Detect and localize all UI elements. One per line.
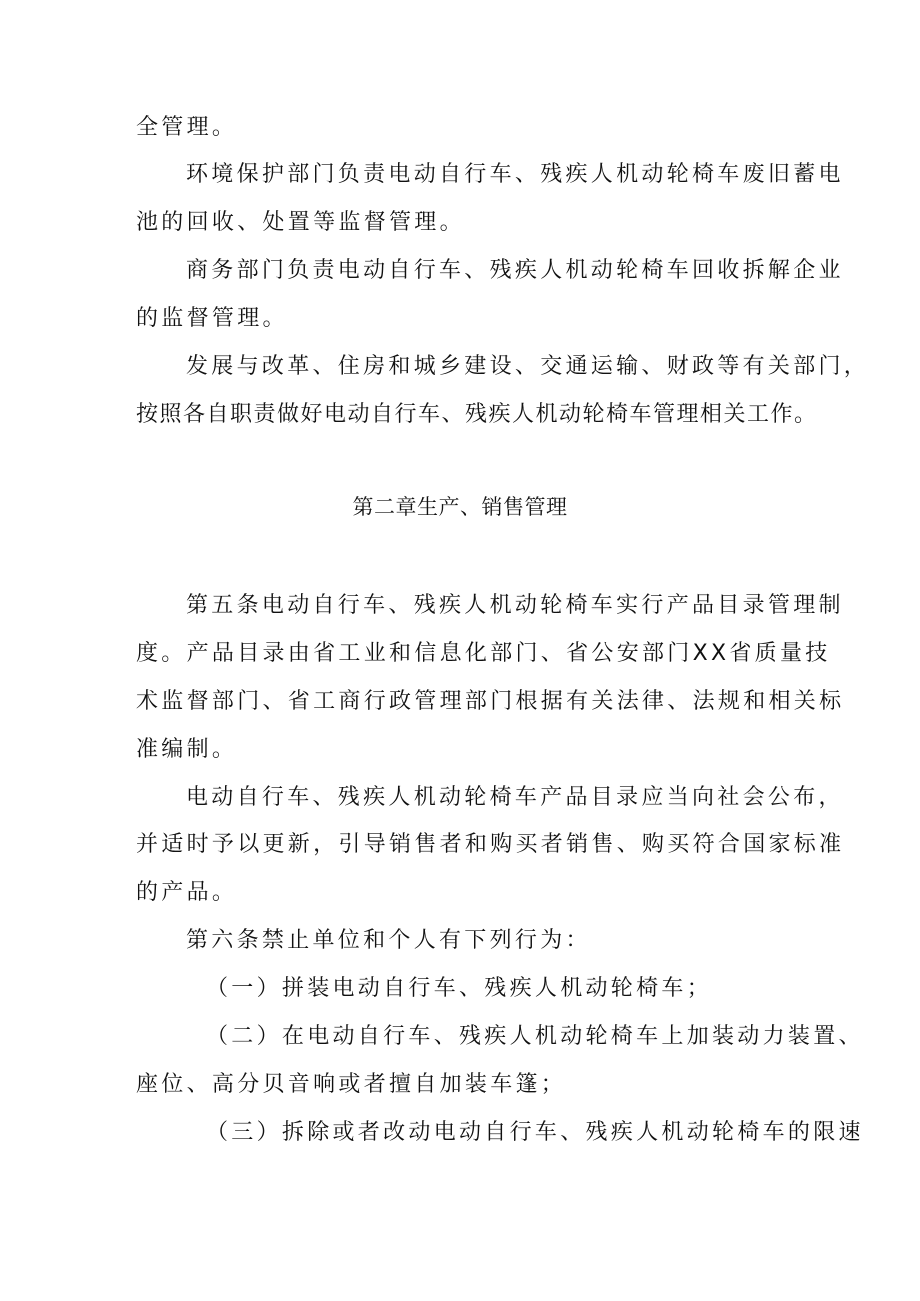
text-line: 按照各自职责做好电动自行车、残疾人机动轮椅车管理相关工作。 — [136, 402, 818, 427]
text-line: 术监督部门、省工商行政管理部门根据有关法律、法规和相关标 — [136, 689, 845, 714]
list-item: （一）拼装电动自行车、残疾人机动轮椅车； — [206, 976, 713, 1001]
chapter-heading: 第二章生产、销售管理 — [352, 495, 568, 519]
text-line: 商务部门负责电动自行车、残疾人机动轮椅车回收拆解企业 — [186, 258, 844, 283]
text-line: 第六条禁止单位和个人有下列行为： — [186, 928, 591, 953]
text-line: 准编制。 — [136, 737, 238, 762]
text-line: 第五条电动自行车、残疾人机动轮椅车实行产品目录管理制 — [186, 593, 844, 618]
text-line: 度。产品目录由省工业和信息化部门、省公安部门XX省质量技 — [136, 641, 831, 666]
list-item: （三）拆除或者改动电动自行车、残疾人机动轮椅车的限速 — [206, 1120, 864, 1145]
text-line: 环境保护部门负责电动自行车、残疾人机动轮椅车废旧蓄电 — [186, 162, 844, 187]
text-line: 发展与改革、住房和城乡建设、交通运输、财政等有关部门， — [186, 354, 870, 379]
text-line: 的监督管理。 — [136, 306, 288, 331]
text-line: 全管理。 — [136, 115, 238, 140]
text-line: 并适时予以更新，引导销售者和购买者销售、购买符合国家标准 — [136, 832, 845, 857]
text-line: 座位、高分贝音响或者擅自加装车篷； — [136, 1072, 567, 1097]
text-line: 池的回收、处置等监督管理。 — [136, 210, 465, 235]
text-line: 的产品。 — [136, 880, 238, 905]
text-line: 电动自行车、残疾人机动轮椅车产品目录应当向社会公布， — [186, 785, 844, 810]
list-item: （二）在电动自行车、残疾人机动轮椅车上加装动力装置、 — [206, 1024, 864, 1049]
